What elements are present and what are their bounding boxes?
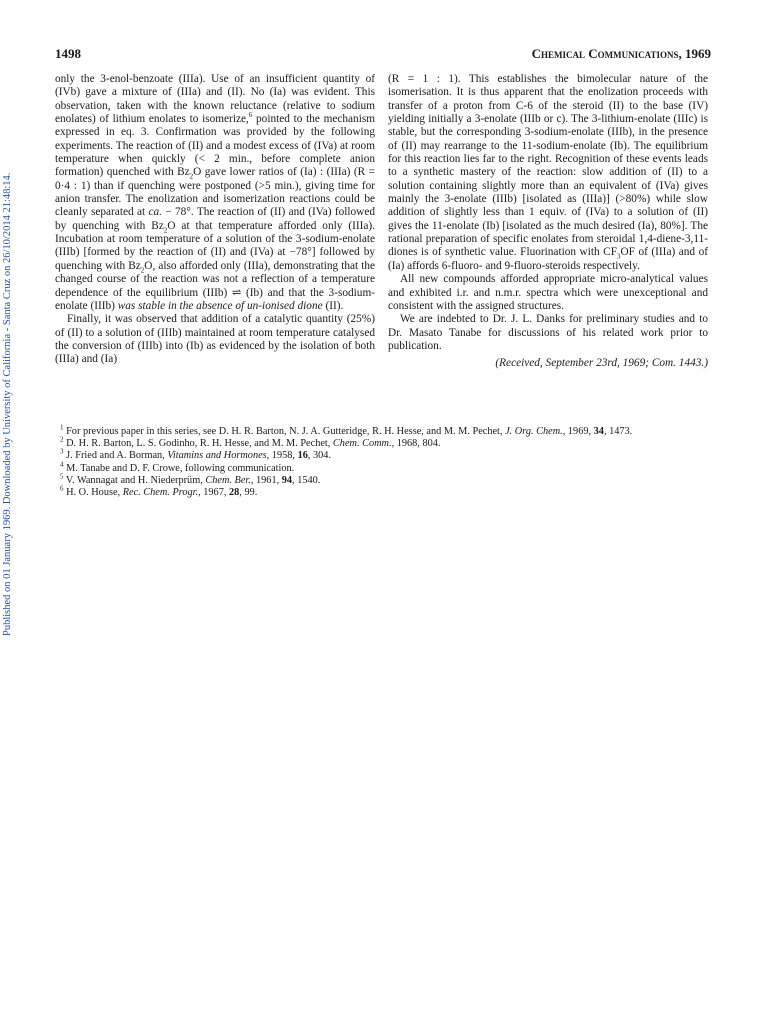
text-run: O at that temperature afforded only (IIIa). Incubation at room temperature of a solution of the 3-sodium-enolate (IIIb) [formed by the reaction of (II) and (IVa) at −78°] followed by quenching with Bz [55,219,375,272]
download-watermark [2,156,16,636]
download-watermark-text: Published on 01 January 1969. Downloaded by University of California - Santa Cruz on 26/10/2014 21:48:14. [2,172,13,636]
text-run: , 1969, [562,426,594,437]
volume: 94 [281,474,293,486]
reference-item [55,472,711,487]
reference-number: 6 [60,484,64,493]
paragraph: All new compounds afforded appropriate micro-analytical values and exhibited i.r. and n.m.r. spectra which were unexceptional and consistent with the assigned structures. [388,273,708,312]
journal-title: Vitamins and Hormones [167,450,267,462]
text-run: For previous paper in this series, see D. H. R. Barton, N. J. A. Gutteridge, R. H. Hesse, and M. M. Pechet, [63,426,506,437]
text-run: , 1958, [266,450,298,462]
reference-number: 5 [60,472,64,481]
reference-number: 4 [60,460,64,469]
text-run: − 78°. The reaction of (II) and (IVa) followed by quenching with Bz [55,206,375,232]
running-head [532,46,711,62]
journal-title: Rec. Chem. Progr. [122,487,199,499]
text-run: , 304. [307,450,332,462]
volume: 16 [297,450,308,462]
italic-text: ca. [148,206,162,219]
received-date: (Received, September 23rd, 1969; Com. 1443.) [495,357,708,370]
text-run: OF of (IIIa) and of (Ia) affords 6-fluoro- and 9-fluoro-steroids respectively. [388,246,708,272]
reference-item [55,484,711,499]
page-number: 1498 [55,46,81,61]
reference-item [55,447,711,462]
reference-number: 1 [60,423,64,432]
volume: 34 [593,426,604,437]
right-column [388,73,708,371]
text-run: , 99. [239,487,258,499]
text-run: only the 3-enol-benzoate (IIIa). Use of an insufficient quantity of (IVb) gave a mixture of (IIIa) and (II). No (Ia) was evident. This observation, taken with the known reluctance (relative to sodium enolates) of lithium enolates to isomerize, [55,73,375,126]
paragraph [388,73,708,273]
reference-number: 2 [60,435,64,444]
text-run: (R = 1 : 1). This establishes the bimolecular nature of the isomerisation. It is thus apparent that the enolization proceeds with transfer of a proton from C-6 of the steroid (II) to the base (IV) yielding initially a 3-enolate (IIIb or c). The 3-lithium-enolate (IIIc) is stable, but the corresponding 3-sodium-enolate (IIIb), in the presence of (II) may rearrange to the 11-sodium-enolate (Ib). The equilibrium for this reaction lies far to the right. Recognition of these events leads to a synthetic mastery of the reaction: slow addition of (II) to a solution containing slightly more than an equivalent of (IVa) gives mainly the 3-enolate (IIIb) [isolated as (IIIa)] (>80%) while slow addition of slightly less than 1 equiv. of (IVa) to a solution of (II) gives the 11-enolate (Ib) [isolated as the much desired (Ia), 80%]. The rational preparation of specific enolates from steroidal 1,4-diene-3,11-diones is of synthetic value. Fluorination with CF [388,73,708,259]
reference-number: 3 [60,447,64,456]
text-run: , 1968, 804. [391,438,441,450]
text-run: J. Fried and A. Borman, [63,450,168,462]
journal-year: , 1969 [678,46,711,61]
text-run: O, also afforded only (IIIa), demonstrating that the changed course of the reaction was not a reflection of a temperature dependence of the equilibrium (IIIb) ⇌ (Ib) and that the 3-sodium-enolate (IIIb) [55,259,375,312]
subscript: 2 [189,172,194,181]
text-run: pointed to the mechanism expressed in eq. 3. Confirmation was provided by the following experiments. The reaction of (II) and a modest excess of (IVa) at room temperature when quickly (< 2 min., before complete anion formation) quenched with Bz [55,113,376,179]
paragraph: Finally, it was observed that addition of a catalytic quantity (25%) of (II) to a solution of (IIIb) maintained at room temperature catalysed the conversion of (IIIb) into (Ib) as evidenced by the isolation of both (IIIa) and (Ia) [55,313,375,366]
text-run: (II). [322,299,344,312]
text-run: O gave lower ratios of (Ia) : (IIIa) (R = 0·4 : 1) than if quenching were postponed (>5 min.), giving time for anion transfer. The enolization and isomerization reactions could be cleanly separated at [55,166,376,219]
paragraph [55,73,375,313]
text-run: D. H. R. Barton, L. S. Godinho, R. H. Hesse, and M. M. Pechet, [63,438,333,450]
references [55,423,711,499]
journal-name: Chemical Communications [531,46,679,61]
subscript: 2 [140,266,145,275]
text-run: , 1967, [198,487,229,499]
reference-item [55,423,711,438]
reference-item [55,435,711,450]
text-run: V. Wannagat and H. Niederprüm, [63,474,206,486]
text-run: , 1473. [603,426,633,437]
reference-mark: 6 [248,111,253,120]
reference-item [55,460,711,475]
subscript: 2 [163,226,168,235]
text-run: M. Tanabe and D. F. Crowe, following communication. [63,462,295,474]
journal-title: Chem. Ber. [205,474,251,486]
subscript: 3 [616,252,621,261]
text-run: H. O. House, [63,487,123,499]
journal-title: J. Org. Chem. [505,426,563,437]
left-column [55,73,375,367]
journal-title: Chem. Comm. [332,438,392,450]
paragraph: We are indebted to Dr. J. L. Danks for preliminary studies and to Dr. Masato Tanabe for discussions of his related work prior to publication. [388,313,708,352]
volume: 28 [229,487,240,499]
text-run: , 1540. [292,474,321,486]
italic-text: was stable in the absence of un-ionised dione [117,299,323,312]
text-run: , 1961, [250,474,282,486]
